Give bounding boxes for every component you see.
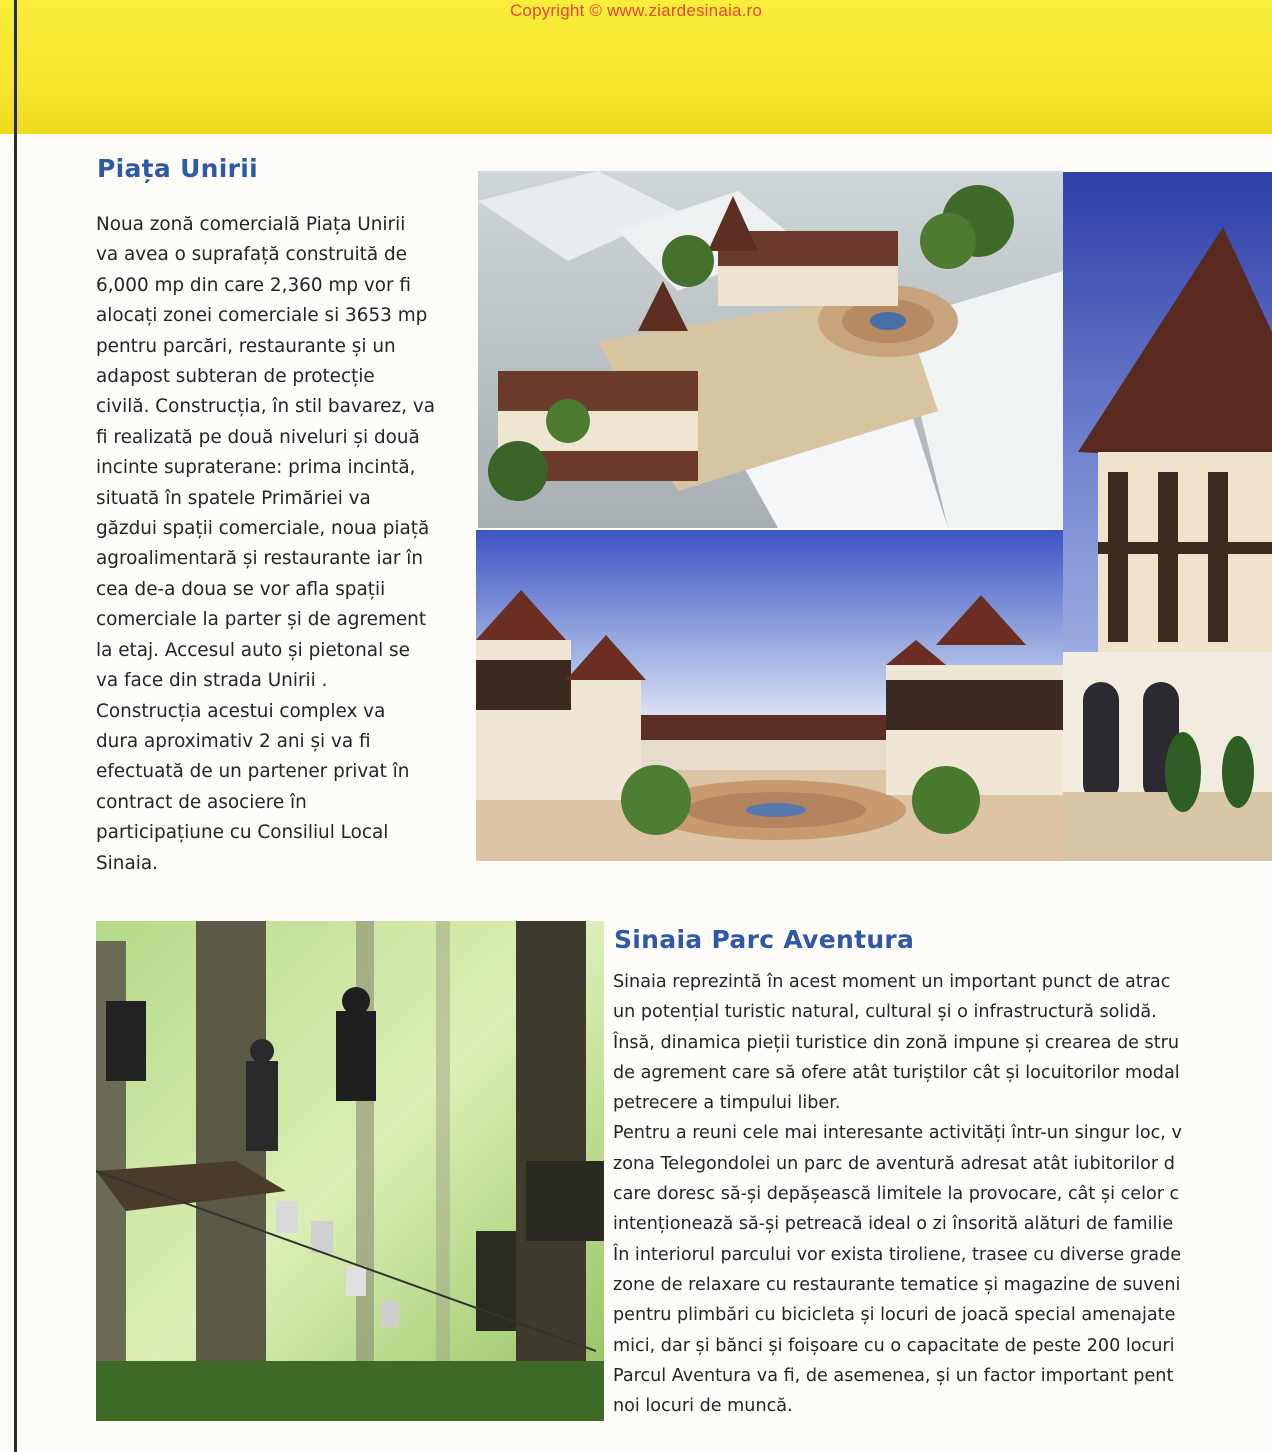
parc-aventura-body bbox=[613, 967, 1272, 1421]
text-line: cea de-a doua se vor afla spații bbox=[96, 578, 386, 600]
text-line: civilă. Construcția, în stil bavarez, va bbox=[96, 396, 435, 418]
text-line: zona Telegondolei un parc de aventură adresat atât iubitorilor d bbox=[613, 1153, 1175, 1174]
text-line: incinte supraterane: prima incintă, bbox=[96, 457, 416, 479]
text-line: situată în spatele Primăriei va bbox=[96, 487, 371, 509]
text-line: zone de relaxare cu restaurante tematice și magazine de suveni bbox=[613, 1274, 1181, 1295]
text-line: efectuată de un partener privat în bbox=[96, 761, 410, 783]
text-line: va avea o suprafață construită de bbox=[96, 244, 407, 266]
text-line: pentru plimbări cu bicicleta și locuri de joacă special amenajate bbox=[613, 1305, 1176, 1326]
text-line: un potențial turistic natural, cultural și o infrastructură solidă. bbox=[613, 1002, 1157, 1023]
piata-unirii-heading: Piața Unirii bbox=[97, 154, 259, 183]
copyright-watermark: Copyright © www.ziardesinaia.ro bbox=[509, 1, 763, 20]
text-line: la etaj. Accesul auto și pietonal se bbox=[96, 639, 410, 661]
text-line: 6,000 mp din care 2,360 mp vor fi bbox=[96, 274, 411, 296]
courtyard-render-image bbox=[476, 530, 1063, 861]
text-line: petrecere a timpului liber. bbox=[613, 1093, 841, 1114]
text-line: dura aproximativ 2 ani și va fi bbox=[96, 730, 371, 752]
text-line: va face din strada Unirii . bbox=[96, 670, 328, 692]
text-line: fi realizată pe două niveluri și două bbox=[96, 426, 420, 448]
text-line: participațiune cu Consiliul Local bbox=[96, 822, 389, 844]
text-line: Însă, dinamica pieții turistice din zonă impune și crearea de stru bbox=[613, 1032, 1179, 1053]
text-line: alocați zonei comerciale si 3653 mp bbox=[96, 305, 428, 327]
text-line: găzdui spații comerciale, noua piață bbox=[96, 518, 430, 540]
text-line: agroalimentară și restaurante iar în bbox=[96, 548, 424, 570]
text-line: Construcția acestui complex va bbox=[96, 700, 386, 722]
text-line: mici, dar și bănci și foișoare cu o capacitate de peste 200 locuri bbox=[613, 1335, 1175, 1356]
text-line: comerciale la parter și de agrement bbox=[96, 609, 427, 631]
text-line: pentru parcări, restaurante și un bbox=[96, 335, 396, 357]
aerial-render-image bbox=[478, 171, 1063, 528]
text-line: Sinaia. bbox=[96, 852, 158, 874]
text-line: În interiorul parcului vor exista tiroliene, trasee cu diverse grade bbox=[613, 1244, 1182, 1265]
adventure-park-photo bbox=[96, 921, 604, 1421]
text-line: care doresc să-și depășească limitele la provocare, cât și celor c bbox=[613, 1184, 1180, 1205]
page-spine-line bbox=[14, 0, 17, 1452]
text-line: intenționează să-și petreacă ideal o zi însorită alături de familie bbox=[613, 1214, 1174, 1235]
text-line: contract de asociere în bbox=[96, 791, 307, 813]
text-line: Parcul Aventura va fi, de asemenea, și un factor important pent bbox=[613, 1365, 1174, 1386]
text-line: Sinaia reprezintă în acest moment un important punct de atrac bbox=[613, 972, 1171, 992]
parc-aventura-heading: Sinaia Parc Aventura bbox=[614, 925, 915, 954]
text-line: de agrement care să ofere atât turiștilor cât și locuitorilor modal bbox=[613, 1062, 1180, 1083]
text-line: noi locuri de muncă. bbox=[613, 1396, 793, 1417]
tower-render-image bbox=[1063, 172, 1272, 861]
text-line: adapost subteran de protecție bbox=[96, 366, 375, 388]
text-line: Noua zonă comercială Piața Unirii bbox=[96, 214, 406, 235]
text-line: Pentru a reuni cele mai interesante activități într-un singur loc, v bbox=[613, 1123, 1182, 1144]
piata-unirii-body bbox=[96, 210, 471, 879]
